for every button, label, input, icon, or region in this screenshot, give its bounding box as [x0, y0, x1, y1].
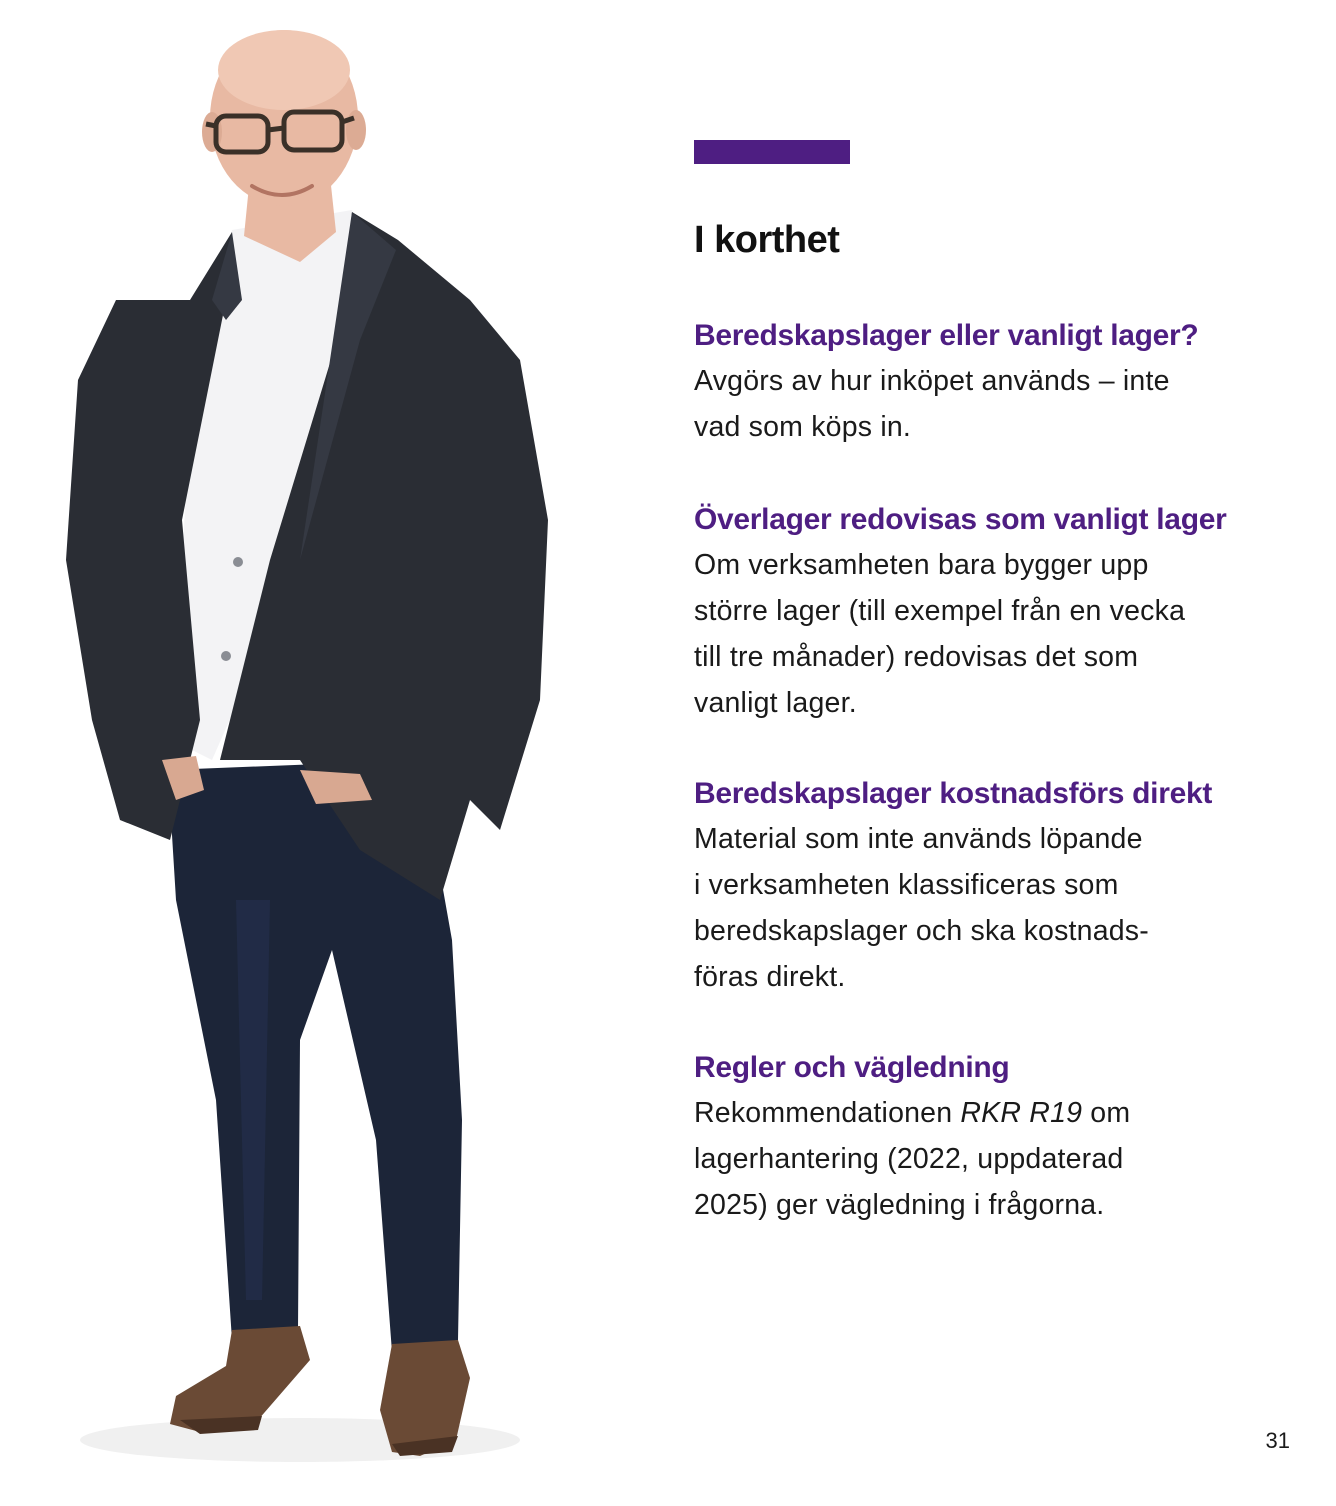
body-line: större lager (till exempel från en vecka: [694, 595, 1186, 627]
section-title: Överlager redovisas som vanligt lager: [694, 503, 1227, 536]
body-line: föras direkt.: [694, 961, 846, 993]
portrait-photo: [0, 0, 640, 1506]
section-overlager: [694, 498, 1294, 726]
section-beredskapslager-kostnadsfors: [694, 772, 1294, 1000]
recommendation-name: RKR R19: [960, 1097, 1083, 1129]
body-line: beredskapslager och ska kostnads-: [694, 915, 1149, 947]
page-heading: I korthet: [694, 219, 840, 261]
section-title: Regler och vägledning: [694, 1051, 1010, 1084]
accent-bar: [694, 140, 850, 164]
jacket-button: [221, 651, 231, 661]
body-text: Rekommendationen: [694, 1097, 961, 1129]
body-line: i verksamheten klassificeras som: [694, 869, 1119, 901]
section-beredskapslager-eller-vanligt: [694, 314, 1294, 450]
section-body: [694, 542, 1294, 726]
body-line: vad som köps in.: [694, 411, 912, 443]
body-line: 2025) ger vägledning i frågorna.: [694, 1189, 1105, 1221]
body-line: lagerhantering (2022, uppdaterad: [694, 1143, 1124, 1175]
body-line: Material som inte används löpande: [694, 823, 1143, 855]
section-body: [694, 816, 1294, 1000]
section-title: Beredskapslager kostnadsförs direkt: [694, 777, 1213, 810]
section-body: [694, 358, 1294, 450]
section-body: [694, 1090, 1294, 1228]
body-line: till tre månader) redovisas det som: [694, 641, 1139, 673]
body-line: [694, 1090, 1294, 1136]
body-line: Avgörs av hur inköpet används – inte: [694, 365, 1170, 397]
jacket-button: [233, 557, 243, 567]
body-line: vanligt lager.: [694, 687, 857, 719]
section-regler-och-vagledning: [694, 1046, 1294, 1228]
body-line: Om verksamheten bara bygger upp: [694, 549, 1149, 581]
body-text: om: [1082, 1097, 1131, 1129]
section-title: Beredskapslager eller vanligt lager?: [694, 319, 1199, 352]
left-shoe: [170, 1326, 310, 1432]
page-number: 31: [1265, 1428, 1290, 1453]
